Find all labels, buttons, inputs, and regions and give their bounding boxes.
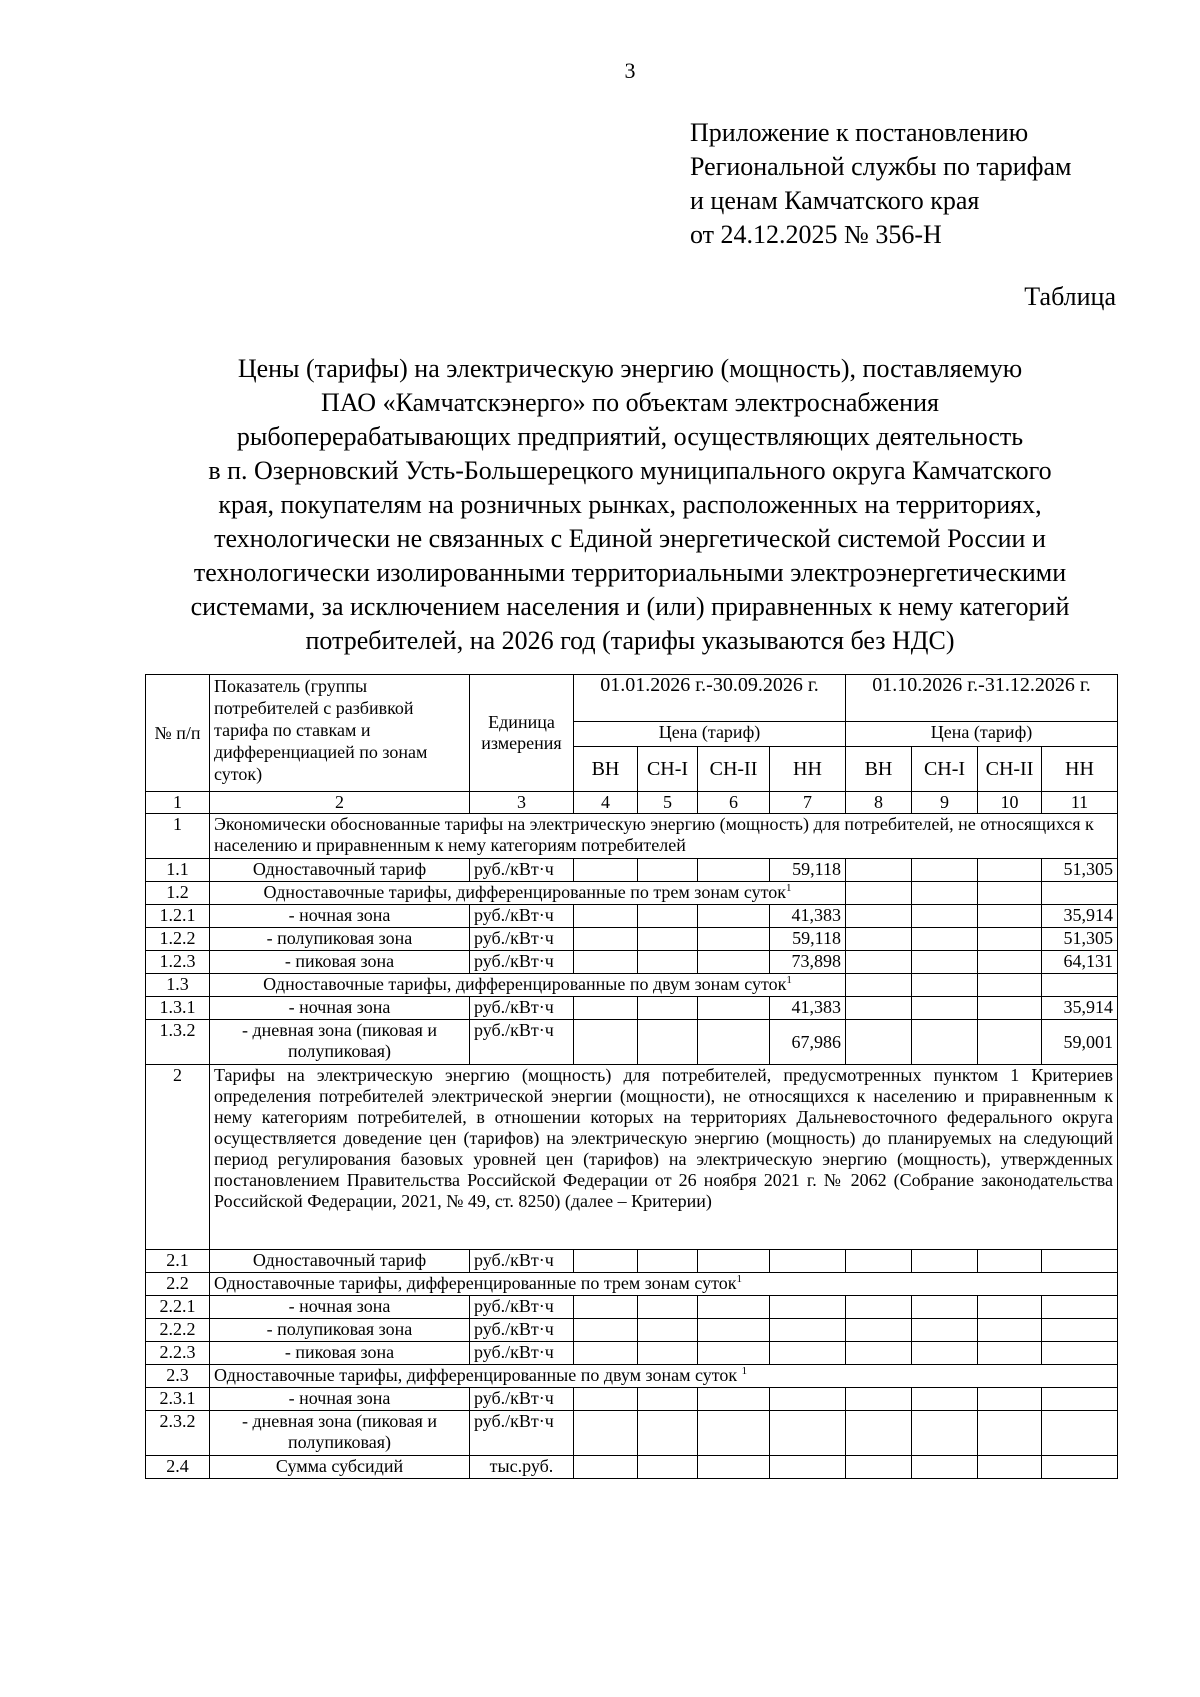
table-row: [146, 1065, 1118, 1250]
table-row: [146, 814, 1118, 859]
price-value: 51,305: [1042, 928, 1118, 951]
table-row: [146, 974, 1118, 997]
column-number: 9: [912, 792, 978, 814]
row-number: 1.2.1: [146, 905, 210, 928]
row-number: 2.4: [146, 1456, 210, 1479]
title-line: системами, за исключением населения и (или) приравненных к нему категорий: [190, 592, 1070, 621]
table-row: [146, 1342, 1118, 1365]
header-level: ВН: [846, 747, 912, 792]
row-name: - пиковая зона: [210, 1342, 470, 1365]
row-unit: руб./кВт·ч: [470, 905, 574, 928]
table-row: [146, 1411, 1118, 1456]
row-number: 1.3.2: [146, 1020, 210, 1065]
table-row: [146, 997, 1118, 1020]
header-indicator: Показатель (группы потребителей с разбивкой тарифа по ставкам и дифференциацией по зонам суток): [210, 675, 470, 792]
row-name: - дневная зона (пиковая и полупиковая): [210, 1411, 470, 1456]
row-unit: руб./кВт·ч: [470, 1388, 574, 1411]
appendix-line: от 24.12.2025 № 356-Н: [690, 220, 942, 249]
header-level: НН: [770, 747, 846, 792]
column-number: 11: [1042, 792, 1118, 814]
column-number: 5: [638, 792, 698, 814]
title-line: ПАО «Камчатскэнерго» по объектам электроснабжения: [321, 388, 939, 417]
subsection-heading: [210, 1365, 1118, 1388]
table-row: [146, 905, 1118, 928]
subsection-heading: [210, 974, 846, 997]
header-level: СН-I: [912, 747, 978, 792]
row-unit: руб./кВт·ч: [470, 1020, 574, 1065]
row-number: 1.2.3: [146, 951, 210, 974]
row-name: - ночная зона: [210, 997, 470, 1020]
column-number: 4: [574, 792, 638, 814]
column-number: 1: [146, 792, 210, 814]
row-unit: руб./кВт·ч: [470, 1296, 574, 1319]
row-number: 1.2: [146, 882, 210, 905]
price-value: 41,383: [770, 905, 846, 928]
header-level: СН-II: [698, 747, 770, 792]
section-heading: Тарифы на электрическую энергию (мощность) для потребителей, предусмотренных пунктом 1 Критериев определения потребителей электрической энергии (мощности), не относящихся к населению и приравненным к нему категориям потребителей, в отношении которых на территориях Дальневосточного федерального округа осуществляется доведение цен (тарифов) на электрическую энергию (мощность) до планируемых на следующий период регулирования базовых уровней цен (тарифов) на электрическую энергию (мощность), утвержденных постановлением Правительства Российской Федерации от 26 ноября 2021 г. № 2062 (Собрание законодательства Российской Федерации, 2021, № 49, ст. 8250) (далее – Критерии): [210, 1065, 1118, 1250]
table-row: [146, 859, 1118, 882]
footnote-mark: 1: [786, 974, 792, 986]
row-unit: руб./кВт·ч: [470, 859, 574, 882]
price-value: 67,986: [770, 1020, 846, 1065]
header-num: № п/п: [146, 675, 210, 792]
price-value: 73,898: [770, 951, 846, 974]
document-title: [140, 352, 1120, 658]
row-unit: руб./кВт·ч: [470, 1250, 574, 1273]
column-number: 10: [978, 792, 1042, 814]
row-number: 1.3: [146, 974, 210, 997]
row-name: Одноставочный тариф: [210, 1250, 470, 1273]
header-level: СН-I: [638, 747, 698, 792]
column-number: 7: [770, 792, 846, 814]
row-number: 2: [146, 1065, 210, 1250]
table-row: [146, 1296, 1118, 1319]
table-row: [146, 1273, 1118, 1296]
row-unit: тыс.руб.: [470, 1456, 574, 1479]
table-label: Таблица: [1024, 282, 1116, 311]
header-level: НН: [1042, 747, 1118, 792]
row-number: 2.2.1: [146, 1296, 210, 1319]
price-value: 64,131: [1042, 951, 1118, 974]
price-value: 41,383: [770, 997, 846, 1020]
table-row: [146, 928, 1118, 951]
table-row: [146, 951, 1118, 974]
header-period-2: 01.10.2026 г.-31.12.2026 г.: [846, 675, 1118, 722]
row-number: 1: [146, 814, 210, 859]
appendix-block: [690, 116, 1071, 252]
page-number: 3: [624, 58, 636, 83]
row-unit: руб./кВт·ч: [470, 997, 574, 1020]
title-line: края, покупателям на розничных рынках, расположенных на территориях,: [218, 490, 1042, 519]
row-name: - ночная зона: [210, 1388, 470, 1411]
subsection-text: Одноставочные тарифы, дифференцированные по трем зонам суток: [214, 1273, 737, 1293]
table-row: [146, 1456, 1118, 1479]
price-value: 59,118: [770, 928, 846, 951]
row-number: 2.1: [146, 1250, 210, 1273]
price-value: 35,914: [1042, 997, 1118, 1020]
table-row: [146, 1250, 1118, 1273]
header-period-1: 01.01.2026 г.-30.09.2026 г.: [574, 675, 846, 722]
row-number: 2.3: [146, 1365, 210, 1388]
row-name: - дневная зона (пиковая и полупиковая): [210, 1020, 470, 1065]
column-number: 6: [698, 792, 770, 814]
row-number: 2.3.1: [146, 1388, 210, 1411]
price-value: 59,001: [1042, 1020, 1118, 1065]
table-row: [146, 1388, 1118, 1411]
row-name: - полупиковая зона: [210, 928, 470, 951]
subsection-heading: [210, 882, 846, 905]
appendix-line: и ценам Камчатского края: [690, 186, 980, 215]
row-name: - пиковая зона: [210, 951, 470, 974]
table-row: [146, 1319, 1118, 1342]
row-number: 1.3.1: [146, 997, 210, 1020]
row-unit: руб./кВт·ч: [470, 951, 574, 974]
footnote-mark: 1: [741, 1365, 748, 1377]
table-row: [146, 882, 1118, 905]
tariff-table: [145, 674, 1118, 1479]
header-level: ВН: [574, 747, 638, 792]
header-unit: Единица измерения: [470, 675, 574, 792]
row-number: 2.2: [146, 1273, 210, 1296]
row-number: 2.3.2: [146, 1411, 210, 1456]
row-number: 1.2.2: [146, 928, 210, 951]
row-number: 2.2.2: [146, 1319, 210, 1342]
row-unit: руб./кВт·ч: [470, 1411, 574, 1456]
column-number: 2: [210, 792, 470, 814]
row-name: - ночная зона: [210, 1296, 470, 1319]
column-number: 3: [470, 792, 574, 814]
column-number: 8: [846, 792, 912, 814]
table-row: [146, 1365, 1118, 1388]
price-value: 35,914: [1042, 905, 1118, 928]
section-heading: Экономически обоснованные тарифы на электрическую энергию (мощность) для потребителей, не относящихся к населению и приравненным к нему категориям потребителей: [210, 814, 1118, 859]
row-unit: руб./кВт·ч: [470, 1319, 574, 1342]
footnote-mark: 1: [785, 882, 792, 894]
table-row: [146, 1020, 1118, 1065]
footnote-mark: 1: [736, 1273, 742, 1285]
subsection-text: Одноставочные тарифы, дифференцированные по двум зонам суток: [263, 974, 787, 994]
row-number: 1.1: [146, 859, 210, 882]
subsection-text: Одноставочные тарифы, дифференцированные по двум зонам суток: [214, 1365, 738, 1385]
row-name: Сумма субсидий: [210, 1456, 470, 1479]
title-line: в п. Озерновский Усть-Большерецкого муниципального округа Камчатского: [208, 456, 1052, 485]
row-unit: руб./кВт·ч: [470, 1342, 574, 1365]
title-line: технологически изолированными территориальными электроэнергетическими: [193, 558, 1067, 587]
row-unit: руб./кВт·ч: [470, 928, 574, 951]
appendix-line: Приложение к постановлению: [690, 118, 1029, 147]
title-line: Цены (тарифы) на электрическую энергию (мощность), поставляемую: [237, 354, 1023, 383]
subsection-text: Одноставочные тарифы, дифференцированные по трем зонам суток: [263, 882, 786, 902]
title-line: рыбоперерабатывающих предприятий, осуществляющих деятельность: [236, 422, 1024, 451]
appendix-line: Региональной службы по тарифам: [690, 152, 1072, 181]
price-value: 59,118: [770, 859, 846, 882]
title-line: потребителей, на 2026 год (тарифы указываются без НДС): [305, 626, 955, 655]
row-number: 2.2.3: [146, 1342, 210, 1365]
subsection-heading: [210, 1273, 1118, 1296]
title-line: технологически не связанных с Единой энергетической системой России и: [214, 524, 1046, 553]
header-level: СН-II: [978, 747, 1042, 792]
header-price-2: Цена (тариф): [846, 722, 1118, 747]
price-value: 51,305: [1042, 859, 1118, 882]
header-price-1: Цена (тариф): [574, 722, 846, 747]
row-name: - полупиковая зона: [210, 1319, 470, 1342]
row-name: - ночная зона: [210, 905, 470, 928]
row-name: Одноставочный тариф: [210, 859, 470, 882]
